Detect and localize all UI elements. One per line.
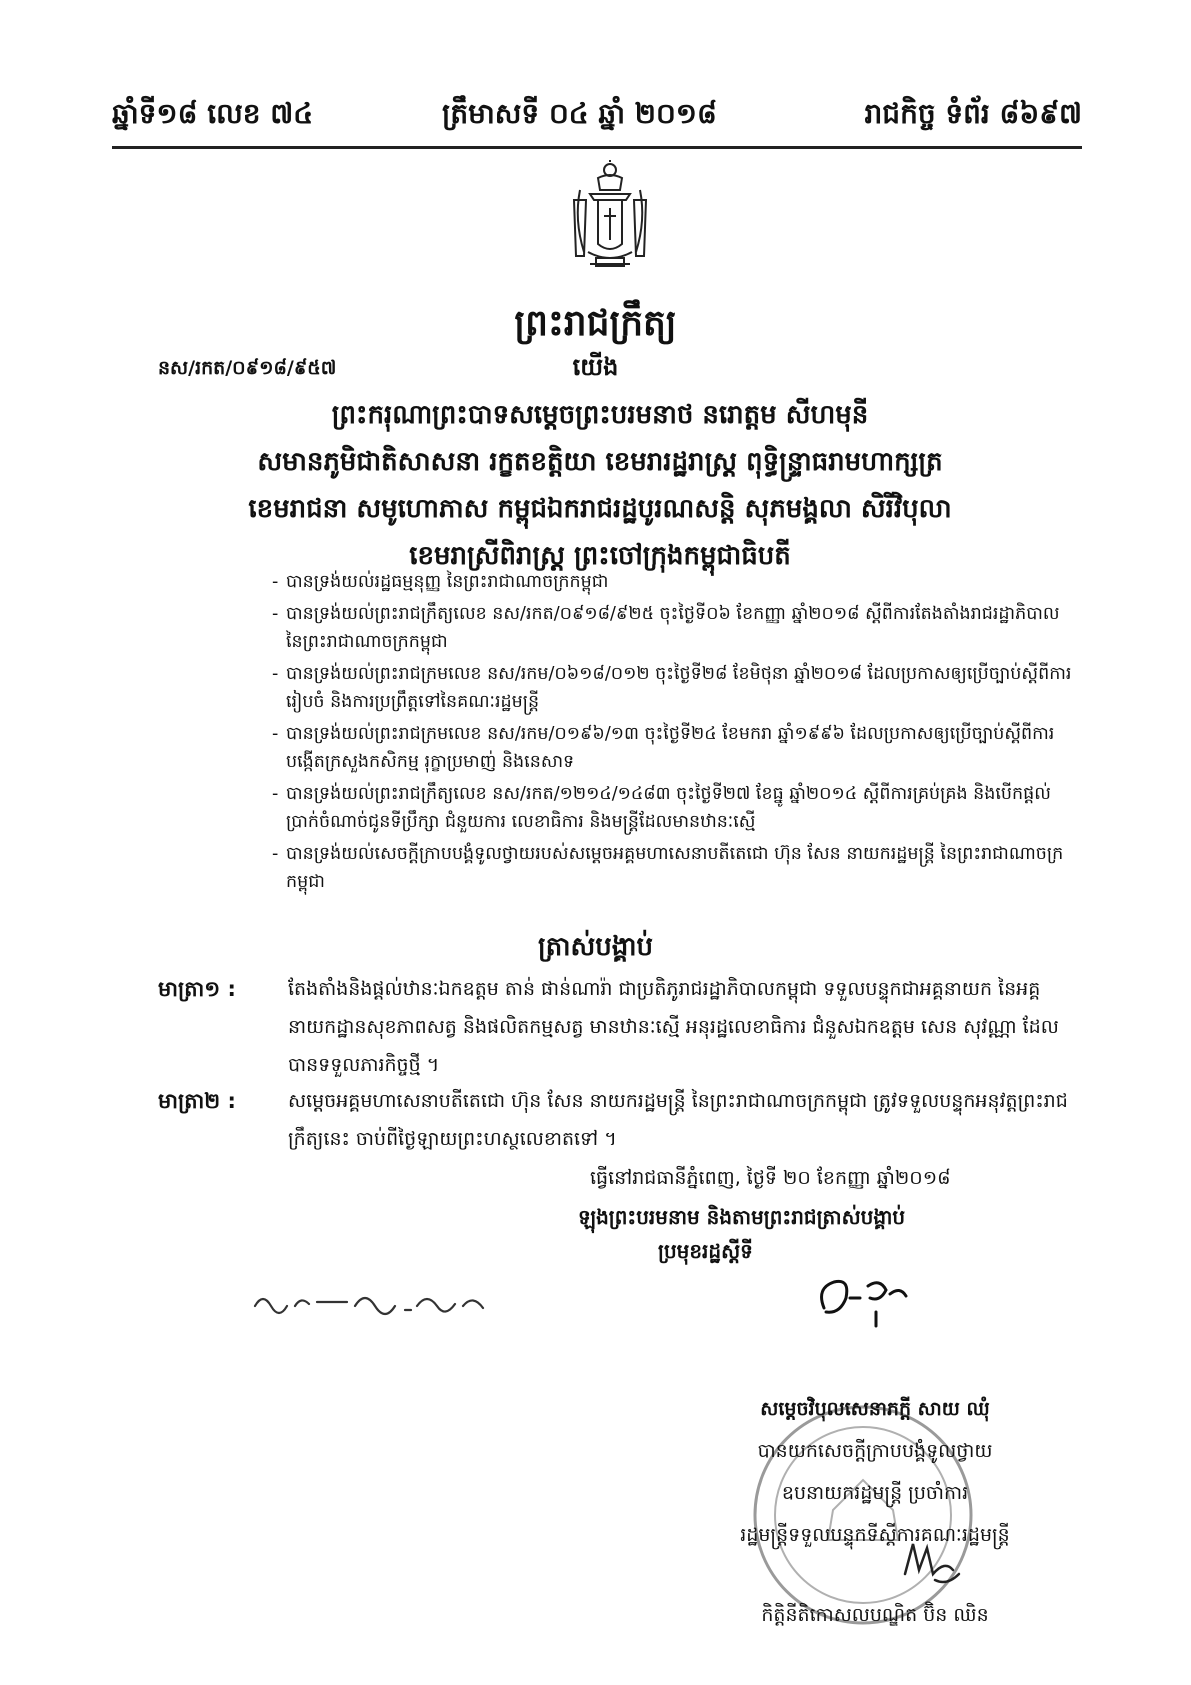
article-2 [158,1082,1078,1158]
header-divider [112,146,1082,149]
king-title-line: ព្រះករុណាព្រះបាទសម្តេចព្រះបរមនាថ នរោត្តម សីហមុនី [331,400,869,430]
decide-heading: ត្រាស់បង្គាប់ [537,932,654,962]
countersign-line: រដ្ឋមន្ត្រីទទួលបន្ទុកទីស្តីការគណៈរដ្ឋមន្ត្រី [740,1524,1010,1546]
countersign-line: បានយកសេចក្តីក្រាបបង្គំទូលថ្វាយ [757,1440,993,1462]
minister-signature [895,1530,965,1590]
king-title-line: ខេមរាជនា សមូហោភាស កម្ពុជឯករាជរដ្ឋបូរណសន្តិ សុភមង្គលា សិរីវិបុលា [248,494,952,524]
king-title-line: សមានភូមិជាតិសាសនា រក្ខតខត្តិយា ខេមរារដ្ឋរាស្ត្រ ពុទ្ធិន្ទ្រាធរាមហាក្សត្រ [257,447,943,477]
reference-item: - បានទ្រង់យល់រដ្ឋធម្មនុញ្ញ នៃព្រះរាជាណាចក្រកម្ពុជា [272,572,609,592]
countersign-minister-name: កិត្តិនីតិកោសលបណ្ឌិត ប៊ិន ឈិន [761,1604,989,1626]
header-quarter: ត្រឹមាសទី ០៤ ឆ្នាំ ២០១៨ [442,97,717,130]
reference-item: - បានទ្រង់យល់សេចក្តីក្រាបបង្គំទូលថ្វាយរបស់សម្តេចអគ្គមហាសេនាបតីតេជោ ហ៊ុន សែន នាយករដ្ឋមន្ត្រី នៃព្រះរាជាណាចក្រកម្ពុជា [272,844,1064,892]
place-and-date: ធ្វើនៅរាជធានីភ្នំពេញ, ថ្ងៃទី ២០ ខែកញ្ញា ឆ្នាំ២០១៨ [590,1167,951,1189]
gazette-header [112,96,1082,146]
king-title-block [150,392,1050,580]
decree-we: យើង [572,353,619,381]
royal-command-line: ឡុងព្រះបរមនាម និងតាមព្រះរាជត្រាស់បង្គាប់ [578,1205,906,1229]
countersigner-name: សម្តេចវិបុលសេនាភក្តី សាយ ឈុំ [760,1398,990,1420]
reference-item: - បានទ្រង់យល់ព្រះរាជក្រឹត្យលេខ នស/រកត/០៩១៨/៩២៥ ចុះថ្ងៃទី០៦ ខែកញ្ញា ឆ្នាំ២០១៨ ស្តីពីការតែងតាំងរាជរដ្ឋាភិបាល នៃព្រះរាជាណាចក្រកម្ពុជា [272,604,1060,652]
reference-item: - បានទ្រង់យល់ព្រះរាជក្រមលេខ នស/រកម/០១៩៦/១៣ ចុះថ្ងៃទី២៤ ខែមករា ឆ្នាំ១៩៩៦ ដែលប្រកាសឲ្យប្រើច្បាប់ស្តីពីការបង្កើតក្រសួងកសិកម្ម រុក្ខាប្រមាញ់ និងនេសាទ [272,724,1055,772]
references-list [272,568,1072,900]
article-text: សម្តេចអគ្គមហាសេនាបតីតេជោ ហ៊ុន សែន នាយករដ្ឋមន្ត្រី នៃព្រះរាជាណាចក្រកម្ពុជា ត្រូវទទួលបន្ទុកអនុវត្តព្រះរាជក្រឹត្យនេះ ចាប់ពីថ្ងៃឡាយព្រះហស្ថលេខាតទៅ ។ [288,1090,1068,1150]
header-page: រាជកិច្ច ទំព័រ ៨៦៩៧ [864,97,1082,130]
countersign-line: ឧបនាយករដ្ឋមន្ត្រី ប្រចាំការ [781,1482,969,1504]
article-label: មាត្រា២ : [158,1089,236,1113]
reference-item: - បានទ្រង់យល់ព្រះរាជក្រឹត្យលេខ នស/រកត/១២១៤/១៤៨៣ ចុះថ្ងៃទី២៧ ខែធ្នូ ឆ្នាំ២០១៤ ស្តីពីការគ្រប់គ្រង និងបើកផ្តល់ប្រាក់ចំណាច់ជូនទីប្រឹក្សា ជំនួយការ លេខាធិការ និងមន្ត្រីដែលមានឋានៈស្មើ [272,784,1051,832]
reference-item: - បានទ្រង់យល់ព្រះរាជក្រមលេខ នស/រកម/០៦១៨/០១២ ចុះថ្ងៃទី២៨ ខែមិថុនា ឆ្នាំ២០១៨ ដែលប្រកាសឲ្យប្រើច្បាប់ស្តីពីការរៀបចំ និងការប្រព្រឹត្តទៅនៃគណៈរដ្ឋមន្ត្រី [272,664,1072,712]
handwritten-serial-mark [245,1276,505,1326]
article-label: មាត្រា១ : [158,977,236,1001]
head-of-state-signature [810,1268,920,1332]
article-1 [158,970,1078,1084]
header-year-issue: ឆ្នាំទី១៨ លេខ ៧៤ [112,97,314,130]
countersignature-block [660,1388,1090,1636]
article-text: តែងតាំងនិងផ្តល់ឋានៈឯកឧត្តម តាន់ ផាន់ណារ៉ា ជាប្រតិភូរាជរដ្ឋាភិបាលកម្ពុជា ទទួលបន្ទុកជាអគ្គនាយក នៃអគ្គនាយកដ្ឋានសុខភាពសត្វ និងផលិតកម្មសត្វ មានឋានៈស្មើ អនុរដ្ឋលេខាធិការ ជំនួសឯកឧត្តម សេន សុវណ្ណា ដែលបានទទួលភារកិច្ចថ្មី ។ [288,978,1059,1076]
royal-arms-emblem [560,160,660,278]
decree-title: ព្រះរាជក្រឹត្យ [514,303,677,344]
acting-head-of-state: ប្រមុខរដ្ឋស្តីទី [658,1239,753,1263]
decree-number: នស/រកត/០៩១៨/៩៥៧ [158,357,337,379]
king-title-line: ខេមរាស្រីពិរាស្ត្រ ព្រះចៅក្រុងកម្ពុជាធិបតី [409,541,791,571]
